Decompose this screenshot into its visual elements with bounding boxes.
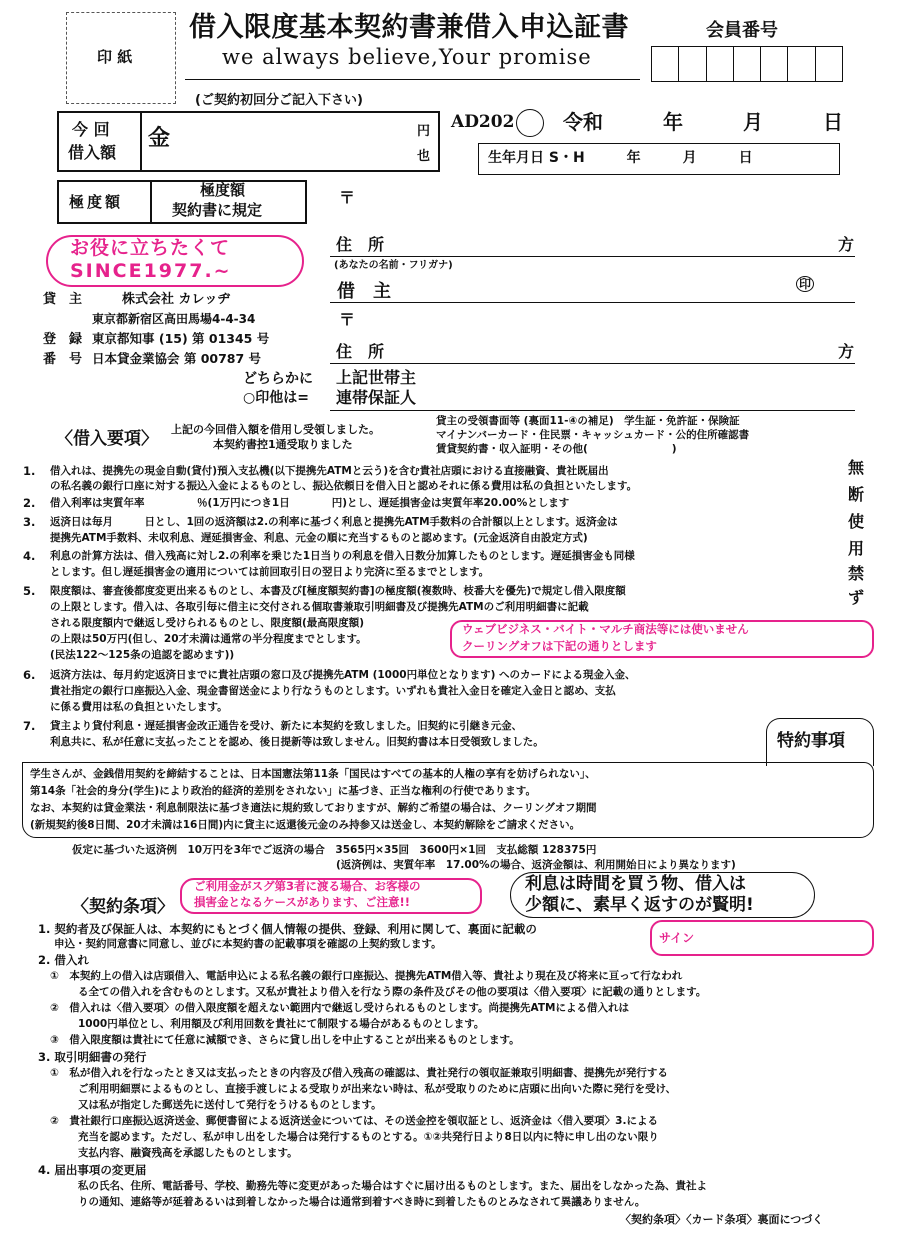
- document-title: 借入限度基本契約書兼借入申込証書: [189, 12, 629, 43]
- term-5-line-1: 限度額は、審査後都度変更出来るものとし、本書及び[極度額契約書]の極度額(複数時、枝番大を優先)で規定し借入限度額: [50, 585, 626, 597]
- term-1-line-1: 借入れは、提携先の現金自動(貸付)預入支払機(以下提携先ATMと云う)を含む貴社店頭における直接融資、貴社既届出: [50, 465, 609, 477]
- third-party-line-1: ご利用金がスグ第3者に渡る場合、お客様の: [194, 879, 421, 893]
- term-6-line-3: に係る費用は私の負担といたします。: [50, 701, 228, 713]
- address-label-2: 住 所: [336, 342, 385, 361]
- term-4-line-1: 利息の計算方法は、借入残高に対し2.の利率を乗じた1日当りの利息を借入日数分加算したものとします。遅延損害金も同様: [50, 550, 635, 562]
- registration-1: 東京都知事 (15) 第 01345 号: [92, 331, 270, 346]
- seal-mark: 印: [796, 276, 814, 292]
- side-mark-3: 使: [848, 512, 865, 531]
- loan-label-2: 借入額: [68, 143, 117, 162]
- kata-1: 方: [838, 235, 855, 254]
- term-3-line-1: 返済日は毎月 日とし、1回の返済額は2.の利率に基づく利息と提携先ATM手数料の合計額以上とします。返済金は: [50, 516, 618, 528]
- either-label-1: どちらかに: [243, 371, 313, 387]
- term-4-line-2: とします。但し遅延損害金の適用については前回取引日の翌日より完済に至るまでとします。: [50, 566, 490, 578]
- term-7-line-1: 貸主より貸付利息・遅延損害金改正通告を受け、新たに本契約を致しました。旧契約に引継き元金、: [50, 720, 523, 732]
- postal-mark-1: 〒: [339, 188, 356, 207]
- address-label-1: 住 所: [336, 235, 385, 254]
- title-underline: [185, 79, 640, 80]
- either-label-2: ○印他は=: [243, 390, 309, 406]
- term-2-line-1: 借入利率は実質年率 ％(1万円につき1日 円)とし、遅延損害金は実質年率20.00%とします: [50, 497, 570, 509]
- special-text-2: 第14条「社会的身分(学生)により政治的経済的差別をされない」に基づき、正当な権利の行使であります。: [30, 785, 536, 797]
- warning-line-1: ウェブビジネス・バイト・マルチ商法等には使いません: [462, 622, 749, 636]
- birthdate-label: 生年月日 S・H 年 月 日: [488, 150, 753, 166]
- warning-line-2: クーリングオフは下記の通りとします: [462, 639, 657, 653]
- term-5-line-3: される限度額内で継返し受けられるものとし、限度額(最高限度額): [50, 617, 365, 629]
- term-2-number: 2.: [23, 496, 36, 510]
- special-text-1: 学生さんが、金銭借用契約を締結することは、日本国憲法第11条「国民はすべての基本的人権の享有を妨げられない」、: [30, 768, 596, 780]
- contract-date[interactable]: 令和 年 月 日: [563, 110, 843, 134]
- address-line-2[interactable]: [330, 363, 855, 364]
- repayment-example-2: (返済例は、実質年率 17.00%の場合、返済金額は、利用開始日により異なります): [336, 859, 736, 871]
- first-time-note: (ご契約初回分ご記入下さい): [195, 93, 363, 108]
- clause-line: りの通知、連絡等が延着あるいは到着しなかった場合は通常到着すべき時に到着したものとみなされて異議ありません。: [78, 1196, 646, 1208]
- clause-line: ③ 借入限度額は貴社にて任意に減額でき、さらに貸し出しを中止することが出来るものとします。: [50, 1034, 520, 1046]
- id-docs-1: 貸主の受領書面等 (裏面11-④の補足) 学生証・免許証・保険証: [436, 415, 740, 427]
- repayment-example-1: 仮定に基づいた返済例 10万円を3年でご返済の場合 3565円×35回 3600円×1回 支払総額 128375円: [72, 844, 597, 856]
- clause-line: 4. 届出事項の変更届: [38, 1163, 147, 1177]
- side-mark-1: 無: [848, 458, 865, 477]
- id-docs-2: マイナンバーカード・住民票・キャッシュカード・公的住所確認書: [436, 429, 750, 441]
- name-furigana-label: (あなたの名前・フリガナ): [334, 260, 453, 271]
- limit-label: 極度額: [69, 193, 124, 211]
- catchphrase-line-2: SINCE1977.~: [70, 260, 232, 282]
- special-text-4: (新規契約後8日間、20才未満は16日間)内に貸主に返還後元金のみ持参又は送金し、本契約解除をご請求ください。: [30, 819, 581, 831]
- terms-intro-1: 上記の今回借入額を借用し受領しました。: [171, 423, 380, 436]
- term-5-line-4: の上限は50万円(但し、20才未満は通常の半分程度までとします。: [50, 633, 367, 645]
- nari-unit: 也: [417, 149, 431, 164]
- signature-label: サイン: [659, 931, 695, 945]
- loan-amount-input[interactable]: [180, 115, 410, 167]
- special-terms-label: 特約事項: [777, 731, 845, 751]
- clause-line: ② 貴社銀行口座振込返済送金、郵便書留による返済送金については、その送金控を領収証とし、返済金は〈借入要項〉3.による: [50, 1115, 658, 1127]
- lender-label: 貸 主: [43, 292, 83, 307]
- kata-2: 方: [838, 342, 855, 361]
- stamp-label: 印 紙: [97, 48, 133, 66]
- registration-2: 日本貸金業協会 第 00787 号: [92, 351, 262, 366]
- continue-note: 〈契約条項〉〈カード条項〉裏面につづく: [620, 1213, 824, 1226]
- third-party-line-2: 損害金となるケースがあります、ご注意!!: [194, 895, 410, 909]
- special-text-3: なお、本契約は貸金業法・利息制限法に基づき適法に規約致しておりますが、解約ご希望の場合は、クーリングオフ期間: [30, 802, 597, 814]
- slogan: we always believe,Your promise: [222, 45, 592, 69]
- contract-number-circle[interactable]: [516, 109, 544, 137]
- clause-line: ② 借入れは〈借入要項〉の借入限度額を超えない範囲内で継返し受けられるものとします。尚提携先ATMによる借入れは: [50, 1002, 629, 1014]
- side-mark-6: ず: [848, 588, 865, 607]
- clause-line: 3. 取引明細書の発行: [38, 1050, 147, 1064]
- householder-line: [330, 410, 855, 411]
- clause-heading: 〈契約条項〉: [72, 897, 174, 917]
- contract-number-prefix: AD202: [451, 112, 515, 132]
- clause-line: 1000円単位とし、利用額及び利用回数を貴社にて制限する場合があるものとします。: [78, 1018, 485, 1030]
- limit-text-1: 極度額: [200, 181, 246, 199]
- registration-label-1: 登 録: [43, 332, 83, 347]
- clause-line: 支払内容、融資残高を承認したものとします。: [78, 1147, 298, 1159]
- term-5-line-5: (民法122～125条の追認を認めます)): [50, 649, 235, 661]
- yen-unit: 円: [417, 124, 431, 139]
- term-6-line-1: 返済方法は、毎月約定返済日までに貴社店頭の窓口及び提携先ATM (1000円単位となります) へのカードによる現金入金、: [50, 669, 636, 681]
- motto-line-2: 少額に、素早く返すのが賢明!: [525, 895, 754, 915]
- terms-heading: 〈借入要項〉: [56, 429, 158, 449]
- clause-line: る全ての借入れを含むものとします。又私が貴社より借入を行なう際の条件及びその他の要項は〈借入要項〉に記載の通りとします。: [78, 986, 707, 998]
- postal-mark-2: 〒: [339, 310, 356, 329]
- term-5-number: 5.: [23, 584, 36, 598]
- householder-label[interactable]: 上記世帯主: [336, 368, 417, 387]
- term-6-line-2: 貴社指定の銀行口座振込入金、現金書留送金により行なうものとします。いずれも貴社入金日を確定入金日と認め、支払: [50, 685, 616, 697]
- clause-line: ① 本契約上の借入は店頭借入、電話申込による私名義の銀行口座振込、提携先ATM借入等、貴社より現在及び将来に亘って行なわれ: [50, 970, 683, 982]
- clause-line: 私の氏名、住所、電話番号、学校、勤務先等に変更があった場合はすぐに届け出るものとします。また、届出をしなかった為、貴社よ: [78, 1180, 708, 1192]
- clause-line: 2. 借入れ: [38, 953, 89, 967]
- term-6-number: 6.: [23, 668, 36, 682]
- borrower-name-line[interactable]: [330, 302, 855, 303]
- lender-name: 株式会社 カレッヂ: [122, 292, 231, 307]
- motto-line-1: 利息は時間を買う物、借入は: [525, 874, 746, 894]
- term-4-number: 4.: [23, 549, 36, 563]
- term-1-number: 1.: [23, 464, 36, 478]
- limit-text-2: 契約書に規定: [172, 201, 263, 219]
- clause-line: ① 私が借入れを行なったとき又は支払ったときの内容及び借入残高の確認は、貴社発行の領収証兼取引明細書、提携先が発行する: [50, 1067, 668, 1079]
- side-mark-5: 禁: [848, 564, 865, 583]
- side-mark-4: 用: [848, 539, 865, 558]
- terms-intro-2: 本契約書控1通受取りました: [213, 438, 353, 451]
- guarantor-label[interactable]: 連帯保証人: [336, 388, 417, 407]
- member-number-boxes[interactable]: [651, 46, 843, 82]
- term-5-line-2: の上限とします。借入は、各取引毎に借主に交付される個取書兼取引明細書及び提携先ATMのご利用明細書に記載: [50, 601, 589, 613]
- loan-label-1: 今 回: [72, 120, 110, 139]
- id-docs-3: 賃貸契約書・収入証明・その他( ): [436, 443, 677, 455]
- clause-line: 充当を認めます。ただし、私が申し出をした場合は発行するものとする。①②共発行日より8日以内に特に申し出のない限り: [78, 1131, 659, 1143]
- term-1-line-2: の私名義の銀行口座に対する振込入金によるものとし、振込依頼日を借入日と認めそれに係る費用は私の負担といたします。: [50, 480, 638, 492]
- term-3-line-2: 提携先ATM手数料、未収利息、遅延損害金、利息、元金の順に充当するものと認めます。(元金返済自由設定方式): [50, 532, 588, 544]
- address-line-1[interactable]: [330, 256, 855, 257]
- registration-label-2: 番 号: [43, 352, 83, 367]
- borrower-label: 借 主: [337, 281, 391, 302]
- side-mark-2: 断: [848, 485, 865, 504]
- term-7-number: 7.: [23, 719, 36, 733]
- clause-line: 申込・契約同意書に同意し、並びに本契約書の記載事項を確認の上契約致します。: [54, 938, 442, 950]
- clause-line: 1. 契約者及び保証人は、本契約にもとづく個人情報の提供、登録、利用に関して、裏面に記載の: [38, 922, 537, 936]
- term-7-line-2: 利息共に、私が任意に支払ったことを認め、後日提新等は致しません。旧契約書は本日受領致しました。: [50, 736, 544, 748]
- clause-line: ご利用明細票によるものとし、直接手渡しによる受取りが出来ない時は、私が受取りのために店頭に出向いた際に発行を受け、: [78, 1083, 677, 1095]
- member-number-label: 会員番号: [706, 20, 778, 41]
- kin-mark: 金: [148, 126, 171, 151]
- clause-line: 又は私が指定した郵送先に送付して発行をうけるものとします。: [78, 1099, 382, 1111]
- lender-address: 東京都新宿区高田馬場4-4-34: [92, 312, 256, 326]
- catchphrase-line-1: お役に立ちたくて: [70, 237, 231, 259]
- term-3-number: 3.: [23, 515, 36, 529]
